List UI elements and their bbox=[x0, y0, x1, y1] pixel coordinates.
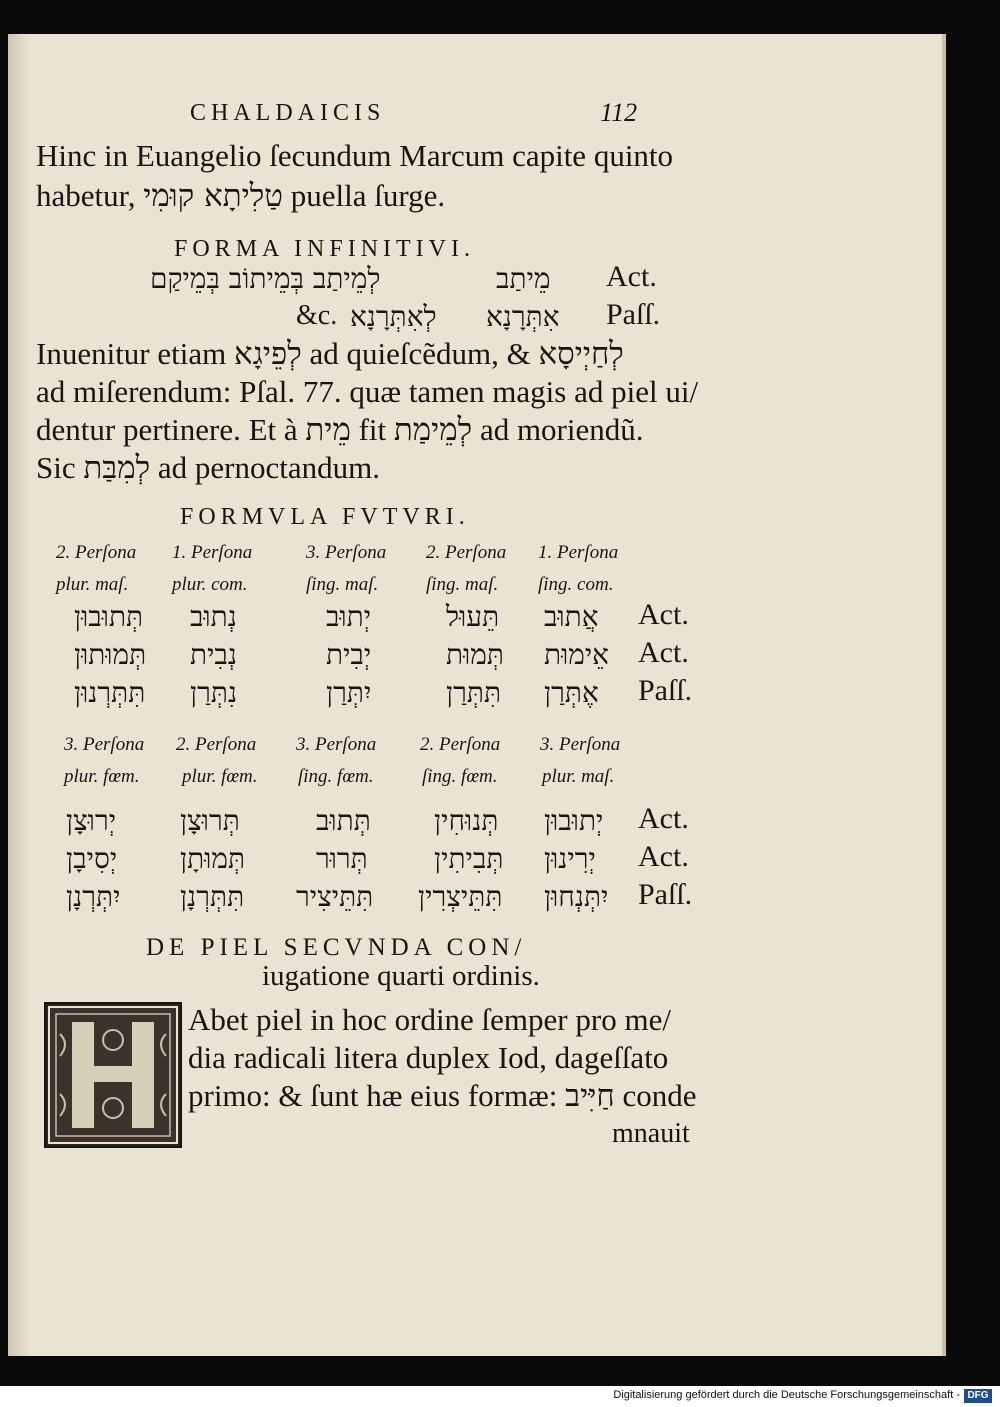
paragraph-line-3 bbox=[36, 412, 644, 448]
page-number: 112 bbox=[600, 98, 638, 127]
t2-r1-c1: יְרוּצָן bbox=[66, 804, 117, 837]
t2-r2-c5: יְרִינוּן bbox=[544, 842, 596, 875]
piel-heading-line-1: DE PIEL SECVNDA CON/ bbox=[146, 934, 527, 961]
t1-r1-c5: אֲתוּב bbox=[544, 600, 599, 633]
t1-header-4-person: 2. Perſona bbox=[426, 542, 507, 563]
t2-header-2-number: plur. fœm. bbox=[182, 766, 258, 787]
t2-header-1-person: 3. Perſona bbox=[64, 734, 145, 755]
t2-r3-c5: יִתְּנְחוּן bbox=[544, 880, 609, 913]
t2-r2-label: Act. bbox=[638, 840, 689, 873]
t2-r3-c4: תִּתֵּיצְרִין bbox=[418, 880, 503, 913]
infinitive-act-label: Act. bbox=[606, 260, 657, 293]
piel-line-3 bbox=[188, 1078, 697, 1114]
t1-r3-c4: תִּתְּרַן bbox=[446, 676, 502, 709]
infinitive-heading: FORMA INFINITIVI. bbox=[174, 236, 475, 262]
t1-r1-c4: תֵּעוּל bbox=[446, 600, 500, 633]
t1-header-3-person: 3. Perſona bbox=[306, 542, 387, 563]
t1-header-5-person: 1. Perſona bbox=[538, 542, 619, 563]
paragraph-hebrew-2: לְחַיְיסָא bbox=[538, 336, 624, 372]
t1-header-2-number: plur. com. bbox=[172, 574, 248, 595]
infinitive-etc: &c. bbox=[296, 300, 338, 331]
infinitive-act-hebrew-1: לְמֵיתַב בְּמֵיתוֹב בְּמֵיקַם bbox=[150, 262, 381, 295]
paragraph-text-1b: ad quieſcẽdum, & bbox=[309, 336, 531, 371]
t2-r3-c1: יִתְּרְנָן bbox=[66, 880, 121, 913]
paragraph-text-3b: fit bbox=[358, 412, 387, 447]
paragraph-hebrew-5: לְמִבַּת bbox=[83, 450, 151, 486]
paragraph-text-4a: Sic bbox=[36, 450, 76, 485]
t1-r1-c3: יְתוּב bbox=[326, 600, 372, 633]
infinitive-pass-hebrew-1: לְאִתְּרָנָא bbox=[350, 300, 437, 333]
paragraph-line-2: ad miſerendum: Pſal. 77. quæ tamen magis ad piel ui/ bbox=[36, 374, 699, 409]
catchword: mnauit bbox=[612, 1118, 690, 1149]
intro-line-1: Hinc in Euangelio ſecundum Marcum capite quinto bbox=[36, 138, 674, 173]
paragraph-line-4 bbox=[36, 450, 380, 486]
t2-header-2-person: 2. Perſona bbox=[176, 734, 257, 755]
future-heading: FORMVLA FVTVRI. bbox=[180, 504, 470, 530]
t2-r1-c4: תְּנוּחִין bbox=[434, 804, 499, 837]
paragraph-hebrew-4: לְמֵימַת bbox=[393, 412, 473, 448]
t2-r3-c3: תִּתֵּיצִיר bbox=[296, 880, 374, 913]
paragraph-hebrew-1: לְפֵיגָא bbox=[234, 336, 302, 372]
t1-r3-c5: אֶתְּרַן bbox=[544, 676, 599, 709]
intro-text-a: habetur, bbox=[36, 178, 136, 213]
dfg-logo: DFG bbox=[964, 1389, 992, 1403]
t1-r1-c2: נְתוּב bbox=[190, 600, 237, 633]
t2-header-5-number: plur. maſ. bbox=[542, 766, 615, 787]
t1-r1-c1: תְּתוּבוּן bbox=[74, 600, 144, 633]
paragraph-text-4b: ad pernoctandum. bbox=[157, 450, 380, 485]
piel-line-2: dia radicali litera duplex Iod, dageſſato bbox=[188, 1040, 669, 1075]
t2-r2-c4: תְּבִיתִין bbox=[434, 842, 504, 875]
piel-text-3a: primo: & ſunt hæ eius formæ: bbox=[188, 1078, 558, 1113]
t1-r2-c5: אֵימוּת bbox=[544, 638, 609, 671]
t1-r3-c1: תִּתְּרְנוּן bbox=[74, 676, 146, 709]
funding-credit: Digitalisierung gefördert durch die Deutsche Forschungsgemeinschaft - bbox=[613, 1389, 960, 1401]
t1-header-1-number: plur. maſ. bbox=[56, 574, 129, 595]
decorated-initial-h bbox=[44, 1002, 182, 1148]
piel-line-1: Abet piel in hoc ordine ſemper pro me/ bbox=[188, 1002, 671, 1037]
t2-header-3-person: 3. Perſona bbox=[296, 734, 377, 755]
t2-r2-c3: תְּרוּר bbox=[316, 842, 368, 875]
t1-r2-c3: יְבִית bbox=[326, 638, 372, 671]
infinitive-act-hebrew-2: מֵיתַב bbox=[496, 262, 551, 295]
intro-hebrew: טַלִיתָא קוּמִי bbox=[143, 178, 283, 214]
paragraph-hebrew-3: מֵית bbox=[305, 412, 351, 448]
t2-r1-c2: תְּרוּצָן bbox=[180, 804, 240, 837]
t1-header-1-person: 2. Perſona bbox=[56, 542, 137, 563]
piel-hebrew: חַיִּיב bbox=[565, 1078, 615, 1114]
infinitive-pass-hebrew-2: אִתְּרָנָא bbox=[486, 300, 560, 333]
t1-header-5-number: ſing. com. bbox=[538, 574, 614, 595]
t1-r2-label: Act. bbox=[638, 636, 689, 669]
piel-heading-line-2: iugatione quarti ordinis. bbox=[262, 960, 540, 992]
running-head: CHALDAICIS bbox=[190, 100, 386, 126]
paragraph-text-1a: Inuenitur etiam bbox=[36, 336, 227, 371]
t2-header-4-person: 2. Perſona bbox=[420, 734, 501, 755]
t2-r2-c1: יְסִיבָן bbox=[66, 842, 118, 875]
t2-r2-c2: תְּמוּתָן bbox=[180, 842, 246, 875]
t2-header-1-number: plur. fœm. bbox=[64, 766, 140, 787]
t1-header-2-person: 1. Perſona bbox=[172, 542, 253, 563]
t1-header-3-number: ſing. maſ. bbox=[306, 574, 379, 595]
t1-r2-c4: תְּמוּת bbox=[446, 638, 504, 671]
book-page bbox=[8, 34, 946, 1356]
t2-r1-c5: יְתוּבוּן bbox=[544, 804, 604, 837]
infinitive-pass-label: Paſſ. bbox=[606, 298, 661, 331]
paragraph-text-3c: ad moriendũ. bbox=[479, 412, 644, 447]
t2-header-5-person: 3. Perſona bbox=[540, 734, 621, 755]
t1-r2-c1: תְּמוּתוּן bbox=[74, 638, 147, 671]
t2-r3-label: Paſſ. bbox=[638, 878, 693, 911]
t1-header-4-number: ſing. maſ. bbox=[426, 574, 499, 595]
intro-line-2 bbox=[36, 178, 445, 214]
t1-r3-c3: יִתְּרַן bbox=[326, 676, 372, 709]
t2-r1-label: Act. bbox=[638, 802, 689, 835]
woodcut-initial-icon bbox=[46, 1004, 180, 1146]
t2-r1-c3: תְּתוּב bbox=[316, 804, 371, 837]
intro-text-b: puella ſurge. bbox=[290, 178, 446, 213]
piel-text-3b: conde bbox=[622, 1078, 697, 1113]
paragraph-text-3a: dentur pertinere. Et à bbox=[36, 412, 298, 447]
t1-r3-c2: נִתְּרַן bbox=[190, 676, 238, 709]
paragraph-line-1 bbox=[36, 336, 624, 372]
t2-r3-c2: תִּתְּרְנָן bbox=[180, 880, 245, 913]
page-gutter bbox=[8, 34, 30, 1356]
t1-r3-label: Paſſ. bbox=[638, 674, 693, 707]
t1-r1-label: Act. bbox=[638, 598, 689, 631]
t2-header-4-number: ſing. fœm. bbox=[422, 766, 498, 787]
t1-r2-c2: נְבִית bbox=[190, 638, 238, 671]
t2-header-3-number: ſing. fœm. bbox=[298, 766, 374, 787]
